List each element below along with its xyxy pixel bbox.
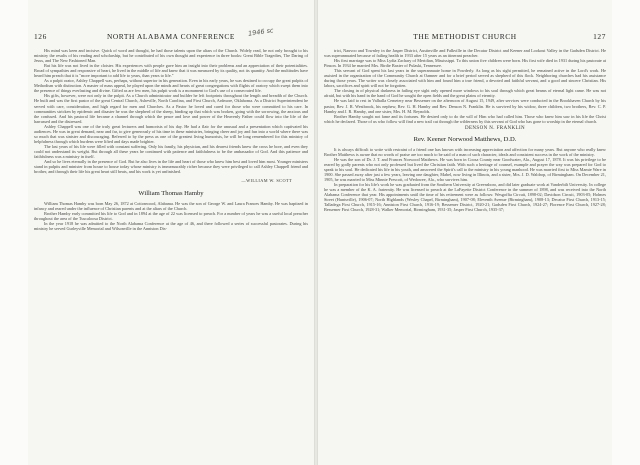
paragraph: trict, Nauvoo and Townley in the Jasper District, Austinville and Falkville in the Decatur District and Keener and Lookout Valley in the Gadsden District. He was superannuated because of failing health in 1933 after 15 years as an itinerant preacher. bbox=[324, 48, 606, 59]
paragraph: This servant of God spent his last years in the superannuate home in Powderly. As long as his sight permitted, he remained active in the Lord's work. He assisted in the organization of the Community Church at Oamner and for a brief period served as shepherd of this flock. Neighboring churches had his assistance during those years. The writer was closely associated with him and found him a true friend, a devoted and faithful servant, and a good and sincere Christian. His labors, sacrifices and spirit will not be forgotten. bbox=[324, 68, 606, 89]
paragraph: He was the son of Dr. J. T. and Frances Norwood Matthews. He was born in Coosa County near Goodwater, Ala., August 17, 1878. It was his privilege to be reared by godly parents who not only professed but lived the Christian faith. With such a heritage of counsel, example and prayer the way was prepared for God to speak to his soul. He dedicated his life in his youth, and answered the Spirit's call to the ministry in his young manhood. He was married first to Miss Mamie Ware in 1900. She passed away after just a few years, leaving one daughter, Mabel, now living in Illinois, and a sister, Mrs. J. D. Waldrop, of Birmingham. On December 21, 1905, he was married to Miss Minnie Prescott, of Wedowee, Ala., who survives him. bbox=[324, 156, 606, 182]
page-number: 126 bbox=[34, 32, 47, 41]
paragraph: His first marriage was to Miss Lydia Zachary of Meridian, Mississippi. To this union five children were born. His first wife died in 1931 during his pastorate at Pinson. In 1934 he married Mrs. Birdie Baxter of Pulaski, Tennessee. bbox=[324, 58, 606, 69]
paragraph: Ashley Chappell was one of the truly great lecturers and humorists of his day. He had a flair for the unusual and a presentation which captivated his audiences. He was in great demand, near and far, to give generously of his time in these ministries, bringing cheer and joy and fun into a world where there was so much that was sinister and discouraging. Referred to by the press as one of the greatest living humorists, he will be long remembered for this ministry of helpfulness through which burdens were lifted and days made brighter. bbox=[34, 123, 308, 144]
memoir-heading: Rev. Keener Norwood Matthews, D.D. bbox=[413, 135, 517, 143]
paragraph: His mind was keen and incisive. Quick of word and thought, he had those talents upon the altars of the Church. Widely read, he not only brought to his ministry the results of his reading and scholarship, but he contributed of his own thought and experience in three books: Great Bible Tragedies, The Daring of Jesus, and The New Fashioned Man. bbox=[34, 48, 308, 64]
author-signoff: —WILLIAM W. SCOTT bbox=[241, 178, 292, 184]
paragraph: As a pulpit orator, Ashley Chappell was, perhaps, without superior in his generation. Even in his early years, he was destined to occupy the great pulpits of Methodism with distinction. A master of mass appeal, he played upon the minds and hearts of great congregations with flights of oratory which swept them into the presence of things everlasting and divine. Gifted as are few men, his pulpit work is a monument to God's use of a consecrated life. bbox=[34, 78, 308, 94]
memoir-heading: William Thomas Hamby bbox=[138, 190, 204, 198]
paragraph: His gifts, however, were not only in the pulpit. As a Church administrator and builder he left footprints throughout the length and breadth of the Church. He built and was the first pastor of the great Central Church, Asheville, North Carolina, and First Church, Ardmore, Oklahoma. As a District Superintendent he served with care, consideration, and high regard for men and Churches. As a Pastor he loved and cared for those who were committed to his care. In communities stricken by epidemic and disaster he was the shepherd of the sheep, binding up that which was broken, going with the sorrowing, the anxious and the confused. And his pastoral life became a channel through which the peace and love and power of the Heavenly Father could flow into the life of the harrassed and the distressed. bbox=[34, 93, 308, 124]
page-number: 127 bbox=[593, 32, 606, 41]
running-title: NORTH ALABAMA CONFERENCE bbox=[106, 32, 236, 41]
left-column bbox=[28, 48, 314, 231]
left-page bbox=[28, 0, 314, 465]
paragraph: The closing in of physical darkness in failing eye sight only opened more windows to his soul through which great beams of eternal light came. He was not afraid, but with his hand in the hand of God he sought the open fields and the great plains of eternity. bbox=[324, 88, 606, 99]
paragraph: In the year 1918 he was admitted to the North Alabama Conference at the age of 46, and there followed a series of successful pastorates. During his ministry he served Gurleyville Memorial and Wilsonville in the Anniston Dis- bbox=[34, 221, 308, 232]
paragraph: And so he lives eternally in the presence of God. But he also lives in the life and heart of those who knew him best and loved him most. Younger ministers stand in pulpits and minister from house to house today whose ministry is immeasurably richer because they were privileged to call Ashley Chappell friend and brother, and through their life his great heart still beats, and his work is yet unfinished. bbox=[34, 159, 308, 175]
paragraph: But his life was not lived in the cloister. His experiences with people gave him an insight into their problems and an appreciation of their potentialities. Broad of sympathies and responsive of heart, he lived in the middle of life and knew that it was measured by its quality, not its quantity. And the multitudes have heard him preach that it is "more important to add life to years, than years to life." bbox=[34, 63, 308, 79]
author-signoff: DENSON N. FRANKLIN bbox=[464, 125, 526, 131]
paragraph: In preparation for his life's work he was graduated from the Southern University at Greensboro, and did later graduate work at Vanderbilt University. In college he was a member of the K. A. fraternity. He was licensed to preach at the LaFayette District Conference in the summer of 1898, and was received into the North Alabama Conference that year. His appointments until the time of his retirement were as follows: Wesgoffia Circuit, 1898-02; Davidson Circuit, 1903-05; Holmes Street (Huntsville), 1906-07; North Highlands (Wesley Chapel, Birmingham), 1907-08; Eleventh Avenue (Birmingham), 1908-13; Decatur First Church, 1913-15; Talladega First Church, 1915-16; Anniston First Church, 1916-19; Bessemer District, 1920-21; Gadsden First Church, 1924-27; Florence First Church, 1927-28; Bessemer First Church, 1928-31; Walker Memorial, Birmingham, 1931-35; Jasper First Church, 1935-37; bbox=[324, 182, 606, 213]
paragraph: Brother Hamby early committed his life to God and in 1894 at the age of 22 was licensed to preach. For a number of years he was a useful local preacher throughout the area of the Tuscaloosa District. bbox=[34, 211, 308, 222]
right-running-head bbox=[318, 32, 612, 48]
paragraph: William Thomas Hamby was born May 26, 1872 at Cottonwood, Alabama. He was the son of George W. and Laura Frances Hamby. He was baptized in infancy and reared under the influence of Christian parents and at the altars of the Church. bbox=[34, 201, 308, 212]
paragraph: The last years of his life were filled with constant suffering. Only his family, his physician, and his dearest friends knew the cross he bore, and even they could not understand its weight. But through all these years he continued with patience and faithfulness to be the ambassador of God. And this patience and faithfulness was a ministry in itself. bbox=[34, 143, 308, 159]
right-column bbox=[318, 48, 612, 212]
paragraph: It is always difficult to write with restraint of a friend one has known with increasing appreciation and affection for many years. But anyone who really knew Brother Matthews is aware that no words of praise are too much to be said of a man of such character, ideals and consistent success in the work of the ministry. bbox=[324, 146, 606, 157]
right-page bbox=[318, 0, 612, 465]
paragraph: He was laid to rest in Valhalla Cemetery near Bessemer on the afternoon of August 15, 1949, after services were conducted in the Brookhaven Church by his pastor, Rev. J. R. Westbrook, his nephew, Rev. G. H. Hamby and Rev. Denson N. Franklin. He is survived by his widow, three children, two brothers, Rev. C. P. Hamby and J. R. Hamby, and one sister, Mrs. H. M. Reynolds. bbox=[324, 98, 606, 114]
paragraph: Brother Hamby sought not fame and its fortunes. He desired only to do the will of Him who had called him. Those who knew him saw in his life the Christ which he declared. Those of us who follow will find a new trail cut through the wilderness by this servant of God who has gone to worship in the eternal church. bbox=[324, 113, 606, 124]
handwritten-note: 1946 sc bbox=[247, 26, 275, 38]
running-title: THE METHODIST CHURCH bbox=[413, 32, 517, 41]
